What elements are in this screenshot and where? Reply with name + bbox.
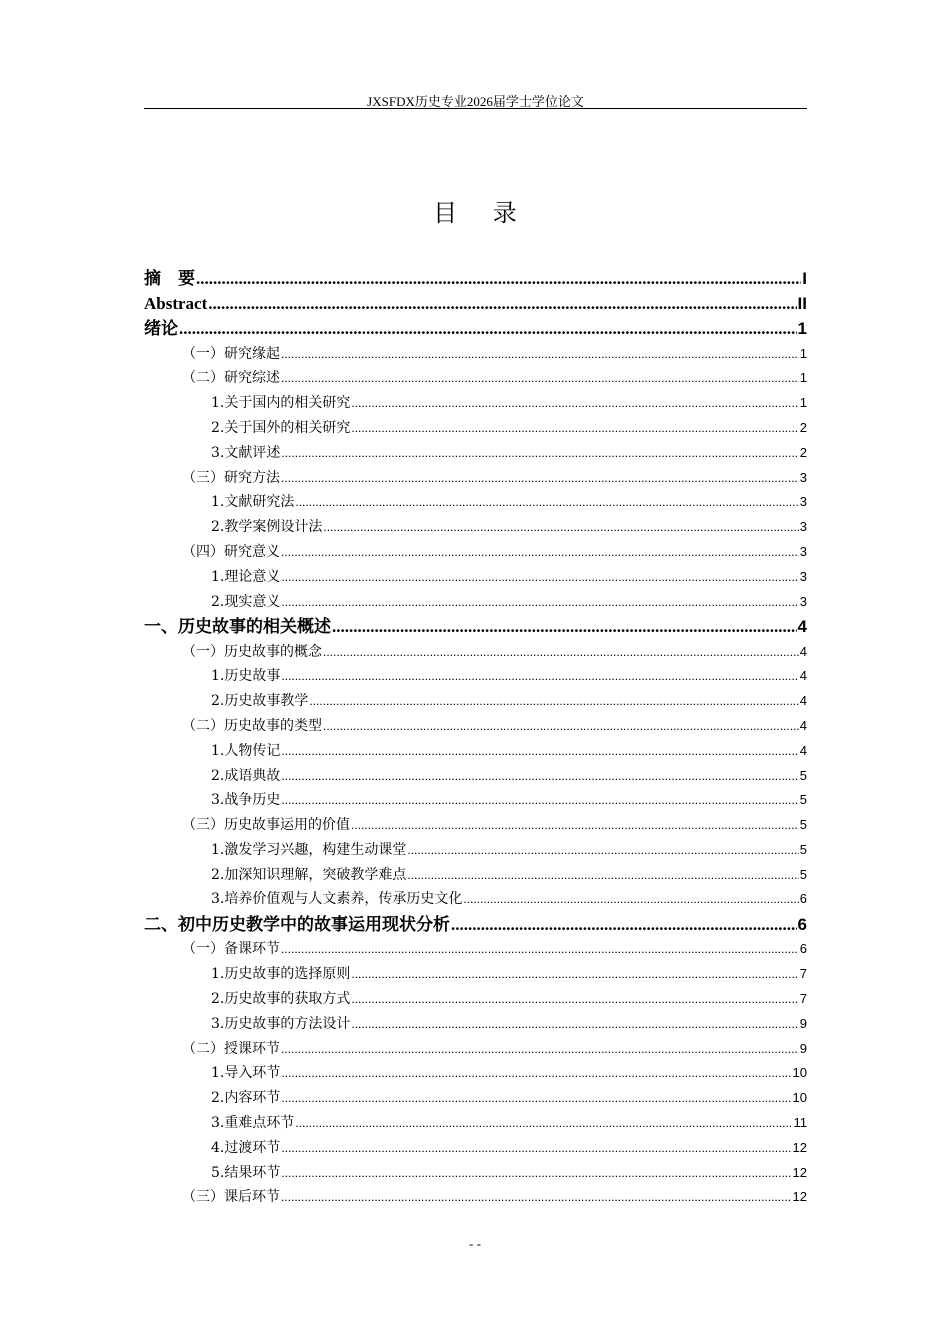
toc-entry-page: 3	[799, 568, 807, 584]
toc-entry[interactable]	[144, 416, 807, 441]
toc-entry-title: 1.文献研究法	[211, 494, 295, 511]
toc-entry-page: 7	[799, 991, 807, 1007]
toc-entry[interactable]	[144, 515, 807, 540]
toc-entry-title: （三）历史故事运用的价值	[182, 817, 350, 834]
toc-entry-title: （三）课后环节	[182, 1189, 280, 1206]
toc-entry-title: （四）研究意义	[182, 543, 280, 560]
toc-dot-leader	[281, 739, 798, 764]
toc-dot-leader	[351, 1012, 798, 1037]
running-header: JXSFDX历史专业2026届学士学位论文	[367, 94, 584, 109]
toc-entry-title: 1.关于国内的相关研究	[211, 395, 351, 412]
toc-dot-leader	[179, 316, 797, 341]
toc-dot-leader	[281, 342, 799, 367]
toc-entry-title: 1.人物传记	[211, 742, 281, 759]
toc-entry[interactable]	[144, 863, 807, 888]
toc-entry-title: 一、历史故事的相关概述	[144, 617, 331, 638]
header-rule	[144, 108, 807, 109]
toc-entry-page: 5	[799, 841, 807, 857]
toc-entry-title: 2.关于国外的相关研究	[211, 419, 351, 436]
toc-entry-page: 3	[799, 469, 807, 485]
toc-entry[interactable]	[144, 1037, 807, 1062]
toc-entry-page: 5	[799, 866, 807, 882]
toc-entry-title: （一）历史故事的概念	[182, 643, 322, 660]
toc-entry[interactable]	[144, 316, 807, 341]
toc-entry-page: 5	[799, 767, 807, 783]
toc-dot-leader	[351, 987, 798, 1012]
toc-entry[interactable]	[144, 1185, 807, 1210]
toc-entry-page: 6	[799, 891, 807, 907]
toc-entry-page: 12	[792, 1164, 807, 1180]
toc-entry[interactable]	[144, 887, 807, 912]
toc-entry-page: 2	[799, 444, 807, 460]
toc-entry-title: （二）历史故事的类型	[182, 717, 322, 734]
toc-entry-page: 1	[799, 345, 807, 361]
toc-entry-page: 7	[799, 966, 807, 982]
toc-entry[interactable]	[144, 937, 807, 962]
toc-entry-title: 二、初中历史教学中的故事运用现状分析	[144, 915, 450, 936]
toc-dot-leader	[281, 1161, 791, 1186]
toc-dot-leader	[351, 962, 798, 987]
toc-entry[interactable]	[144, 838, 807, 863]
toc-dot-leader	[281, 565, 798, 590]
toc-entry-page: 12	[792, 1189, 807, 1205]
toc-entry[interactable]	[144, 1136, 807, 1161]
toc-entry-page: 1	[799, 395, 807, 411]
toc-entry-page: 9	[799, 1015, 807, 1031]
toc-entry-title: 1.理论意义	[211, 568, 281, 585]
toc-entry-page: 9	[799, 1040, 807, 1056]
toc-dot-leader	[281, 937, 799, 962]
toc-entry-page: 11	[793, 1115, 807, 1131]
toc-entry-page: 4	[799, 693, 807, 709]
toc-dot-leader	[281, 540, 799, 565]
toc-entry-page: 2	[799, 419, 807, 435]
toc-entry-title: （二）授课环节	[182, 1040, 280, 1057]
toc-dot-leader	[407, 838, 798, 863]
toc-entry[interactable]	[144, 391, 807, 416]
toc-entry-page: 6	[797, 915, 807, 935]
toc-entry-title: 1.历史故事的选择原则	[211, 966, 351, 983]
toc-dot-leader	[281, 466, 799, 491]
toc-entry[interactable]	[144, 788, 807, 813]
toc-entry-title: （一）备课环节	[182, 941, 280, 958]
toc-dot-leader	[281, 1037, 799, 1062]
toc-entry-page: 3	[799, 519, 807, 535]
toc-entry[interactable]	[144, 962, 807, 987]
toc-dot-leader	[323, 714, 799, 739]
toc-entry[interactable]	[144, 614, 807, 639]
toc-entry-page: 5	[799, 792, 807, 808]
toc-entry-page: 10	[792, 1090, 807, 1106]
toc-entry[interactable]	[144, 291, 807, 316]
toc-dot-leader	[332, 614, 797, 639]
toc-entry[interactable]	[144, 565, 807, 590]
toc-entry[interactable]	[144, 466, 807, 491]
toc-entry-page: I	[802, 269, 807, 288]
toc-entry-page: 3	[799, 494, 807, 510]
toc-entry-title: 5.结果环节	[211, 1164, 281, 1181]
toc-dot-leader	[281, 788, 798, 813]
toc-entry[interactable]	[144, 366, 807, 391]
toc-entry-title: （一）研究缘起	[182, 345, 280, 362]
toc-entry-title: 2.现实意义	[211, 593, 281, 610]
toc-dot-leader	[281, 441, 798, 466]
toc-dot-leader	[351, 813, 799, 838]
toc-entry[interactable]	[144, 689, 807, 714]
page-footer: - -	[469, 1236, 481, 1251]
toc-entry-page: 12	[792, 1139, 807, 1155]
toc-entry-title: 4.过渡环节	[211, 1139, 281, 1156]
toc-entry-page: 10	[792, 1065, 807, 1081]
toc-entry-title: 3.历史故事的方法设计	[211, 1015, 351, 1032]
toc-entry-title: 2.加深知识理解，突破教学难点	[211, 866, 407, 883]
toc-dot-leader	[196, 266, 801, 291]
toc-entry[interactable]	[144, 540, 807, 565]
toc-entry[interactable]	[144, 664, 807, 689]
toc-entry-title: 3.重难点环节	[211, 1115, 295, 1132]
toc-entry-title: 绪论	[144, 319, 178, 340]
toc-entry-page: 4	[799, 643, 807, 659]
toc-dot-leader	[281, 1136, 791, 1161]
toc-dot-leader	[281, 1086, 791, 1111]
toc-dot-leader	[281, 590, 798, 615]
toc-entry-title: 3.文献评述	[211, 444, 281, 461]
toc-dot-leader	[281, 366, 799, 391]
toc-entry[interactable]	[144, 739, 807, 764]
toc-entry[interactable]	[144, 590, 807, 615]
toc-title: 目 录	[433, 199, 531, 227]
toc-dot-leader	[208, 291, 796, 316]
toc-entry-page: 3	[799, 593, 807, 609]
toc-entry[interactable]	[144, 813, 807, 838]
toc-dot-leader	[451, 912, 797, 937]
toc-entry[interactable]	[144, 912, 807, 937]
toc-entry-title: 摘 要	[144, 269, 195, 289]
toc-entry-page: 5	[799, 817, 807, 833]
toc-entry[interactable]	[144, 266, 807, 291]
toc-entry-page: 1	[799, 370, 807, 386]
toc-entry-title: 2.成语典故	[211, 767, 281, 784]
toc-entry-title: 1.历史故事	[211, 668, 281, 685]
toc-dot-leader	[323, 515, 798, 540]
toc-entry-page: 4	[797, 617, 807, 637]
toc-entry-title: 3.培养价值观与人文素养，传承历史文化	[211, 891, 463, 908]
toc-entry[interactable]	[144, 1161, 807, 1186]
toc-entry[interactable]	[144, 490, 807, 515]
toc-dot-leader	[407, 863, 798, 888]
toc-entry[interactable]	[144, 640, 807, 665]
toc-entry[interactable]	[144, 1012, 807, 1037]
toc-entry[interactable]	[144, 714, 807, 739]
toc-entry-page: 4	[799, 742, 807, 758]
toc-dot-leader	[351, 391, 798, 416]
toc-entry-page: 3	[799, 543, 807, 559]
toc-entry[interactable]	[144, 1111, 807, 1136]
toc-entry-page: 4	[799, 717, 807, 733]
table-of-contents	[144, 266, 807, 1210]
toc-entry[interactable]	[144, 1086, 807, 1111]
toc-entry-page: 1	[797, 319, 807, 339]
toc-entry[interactable]	[144, 987, 807, 1012]
toc-dot-leader	[463, 887, 798, 912]
toc-entry-title: 2.教学案例设计法	[211, 519, 323, 536]
toc-entry-title: 2.内容环节	[211, 1090, 281, 1107]
toc-dot-leader	[281, 1061, 791, 1086]
toc-dot-leader	[295, 490, 798, 515]
toc-entry-title: 3.战争历史	[211, 792, 281, 809]
toc-entry-page: II	[797, 294, 807, 314]
toc-entry-title: 1.导入环节	[211, 1065, 281, 1082]
toc-entry-title: （三）研究方法	[182, 469, 280, 486]
toc-dot-leader	[281, 1185, 792, 1210]
toc-entry-title: （二）研究综述	[182, 370, 280, 387]
toc-entry-title: Abstract	[144, 294, 208, 314]
toc-entry-title: 2.历史故事的获取方式	[211, 991, 351, 1008]
toc-entry-title: 2.历史故事教学	[211, 693, 309, 710]
toc-dot-leader	[323, 640, 799, 665]
toc-entry[interactable]	[144, 441, 807, 466]
toc-entry-page: 6	[799, 941, 807, 957]
toc-dot-leader	[295, 1111, 792, 1136]
toc-dot-leader	[309, 689, 798, 714]
toc-dot-leader	[281, 664, 798, 689]
toc-dot-leader	[351, 416, 798, 441]
toc-entry-title: 1.激发学习兴趣，构建生动课堂	[211, 841, 407, 858]
toc-entry[interactable]	[144, 1061, 807, 1086]
toc-entry-page: 4	[799, 668, 807, 684]
toc-entry[interactable]	[144, 342, 807, 367]
toc-dot-leader	[281, 764, 798, 789]
toc-entry[interactable]	[144, 764, 807, 789]
